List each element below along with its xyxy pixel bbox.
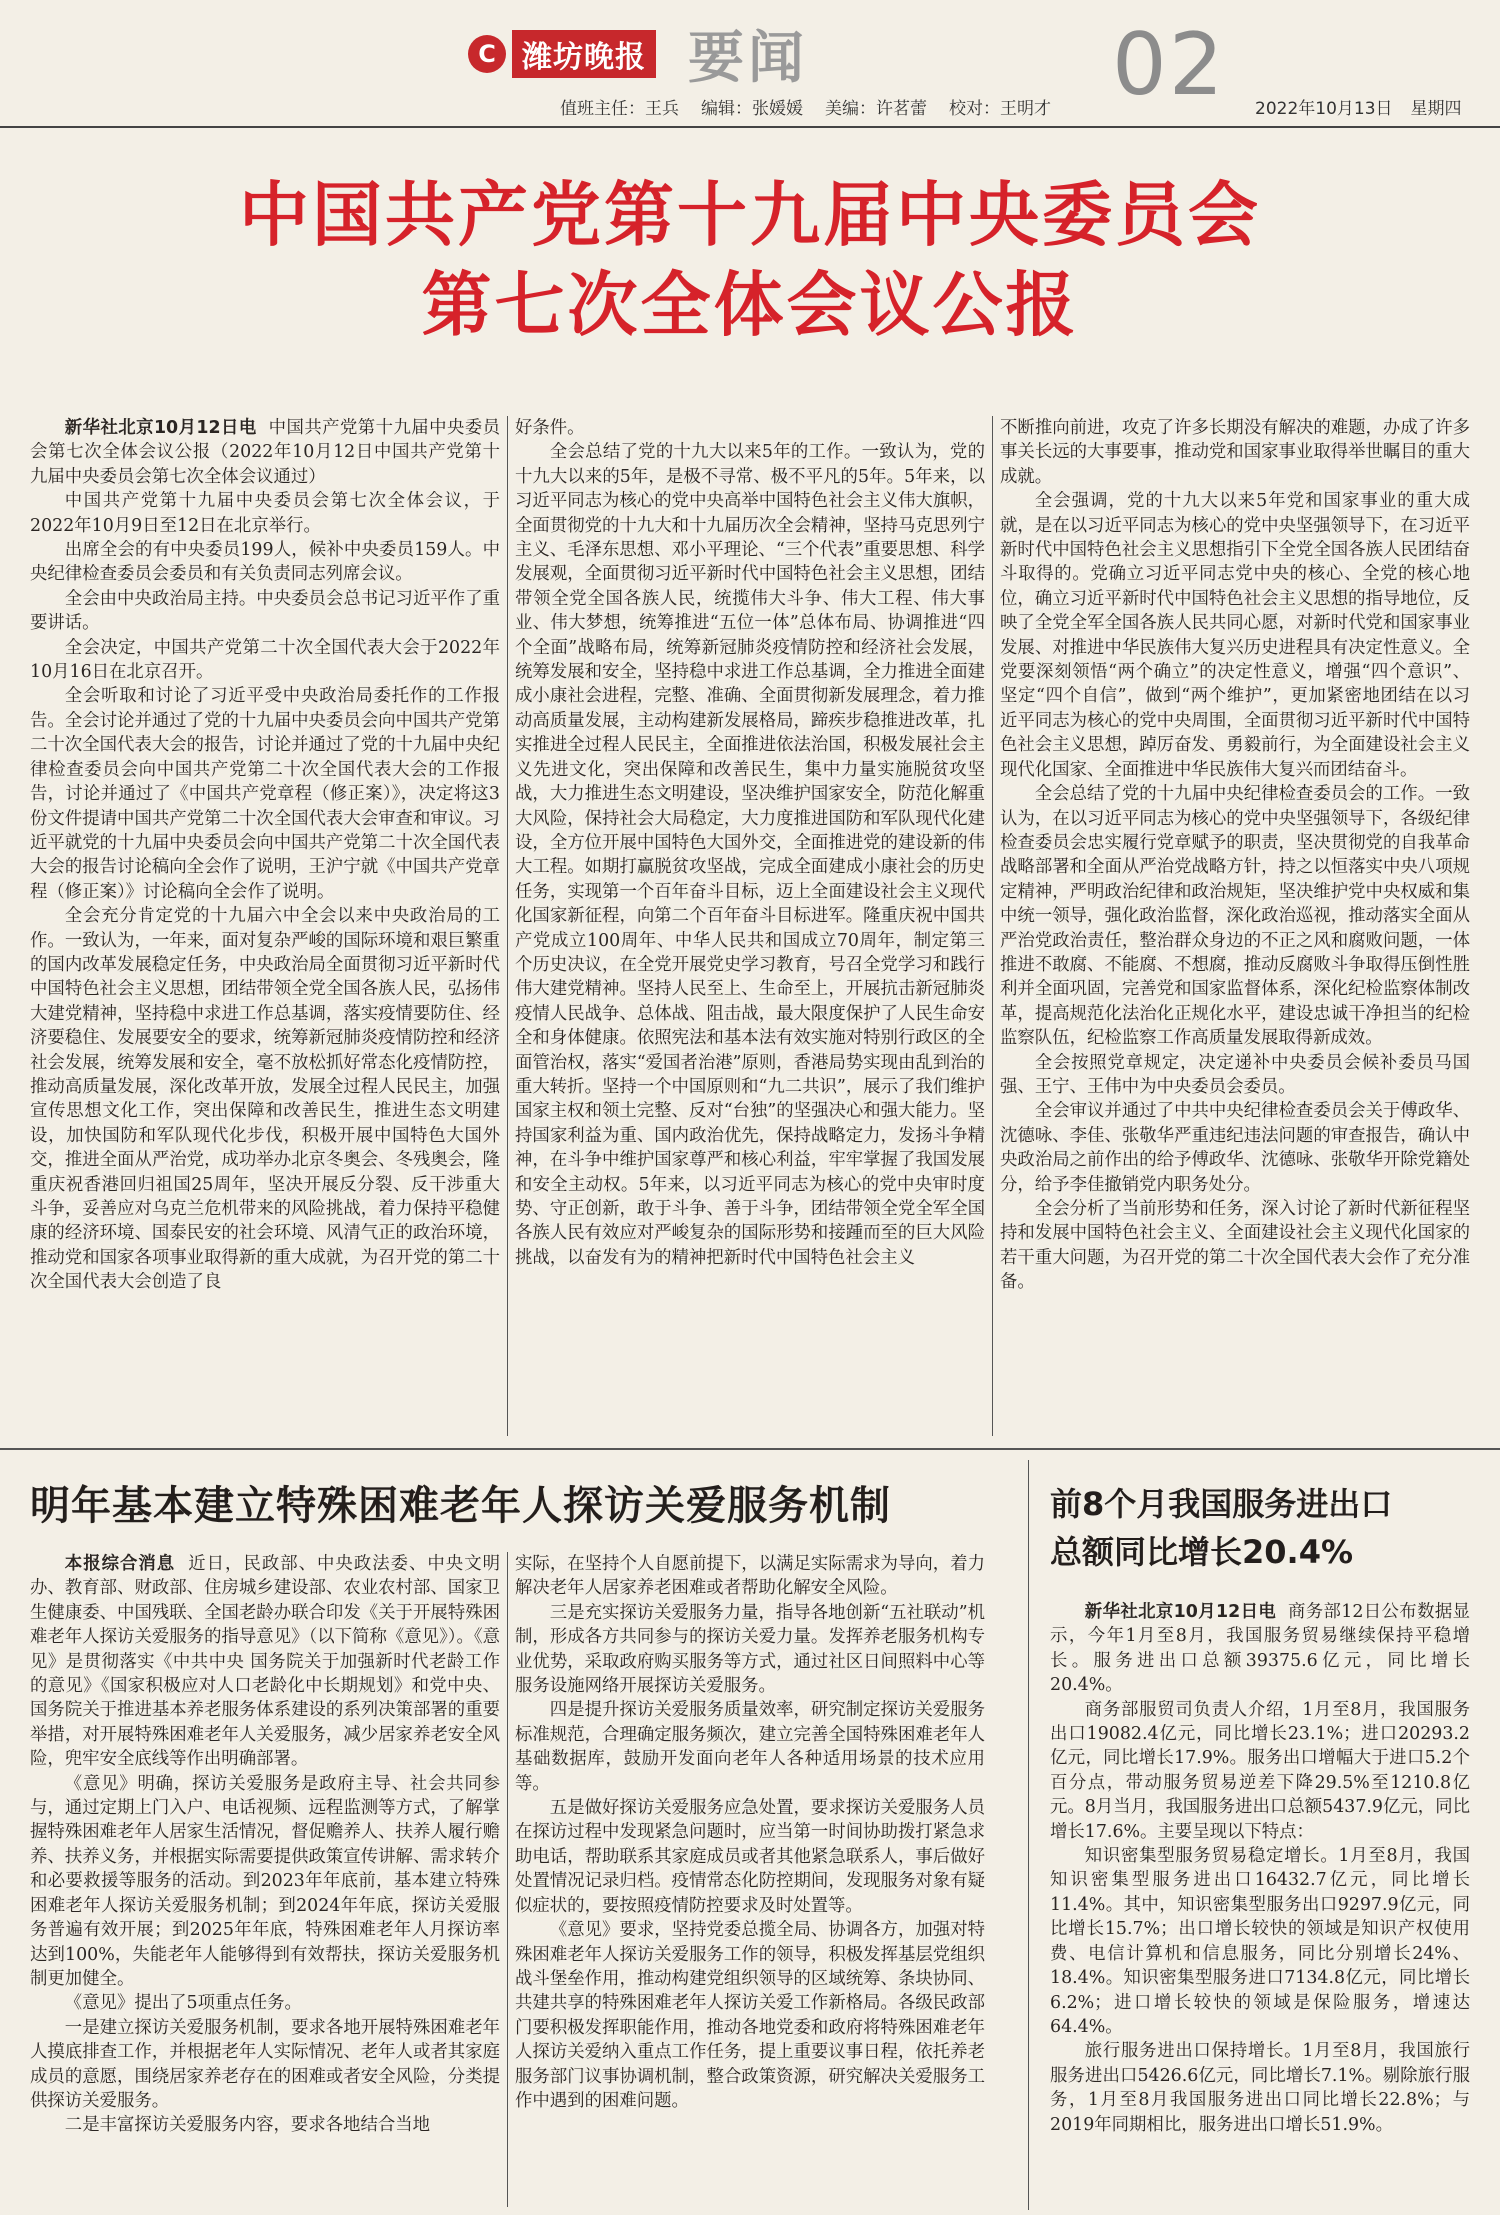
article2-dateline: 本报综合消息 xyxy=(64,1554,176,1574)
paragraph: 不断推向前进，攻克了许多长期没有解决的难题，办成了许多事关长远的大事要事，推动党和国家事业取得举世瞩目的重大成就。 xyxy=(1000,418,1470,487)
paragraph: 中国共产党第十九届中央委员会第七次全体会议公报（2022年10月12日中国共产党第十九届中央委员会第七次全体会议通过） xyxy=(30,418,500,487)
paragraph: 二是丰富探访关爱服务内容，要求各地结合当地 xyxy=(64,2115,431,2136)
main-headline-line1: 中国共产党第十九届中央委员会 xyxy=(239,174,1261,256)
masthead-rule xyxy=(0,126,1500,128)
main-article-column-2 xyxy=(515,416,985,1436)
issue-date-text: 2022年10月13日 xyxy=(1255,99,1393,119)
paragraph: 旅行服务进出口保持增长。1月至8月，我国旅行服务进出口5426.6亿元，同比增长7.1%。剔除旅行服务，1月至8月我国服务进出口同比增长22.8%；与2019年同期相比，服务进出口增长51.9%。 xyxy=(1050,2041,1470,2135)
page-number: 02 xyxy=(1112,15,1226,115)
paragraph: 一是建立探访关爱服务机制，要求各地开展特殊困难老年人摸底排查工作，并根据老年人实际情况、老年人或者其家庭成员的意愿，围绕居家养老存在的困难或者安全风险，分类提供探访关爱服务。 xyxy=(30,2017,500,2111)
main-article-dateline: 新华社北京10月12日电 xyxy=(64,418,257,438)
main-article-column-3 xyxy=(1000,416,1470,1436)
paragraph: 全会听取和讨论了习近平受中央政治局委托作的工作报告。全会讨论并通过了党的十九届中央委员会向中国共产党第二十次全国代表大会的报告，讨论并通过了党的十九届中央纪律检查委员会向中国共产党第二十次全国代表大会的工作报告，讨论并通过了《中国共产党章程（修正案）》，决定将这3份文件提请中国共产党第二十次全国代表大会审查和审议。习近平就党的十九届中央委员会向中国共产党第二十次全国代表大会的报告讨论稿向全会作了说明，王沪宁就《中国共产党章程（修正案）》讨论稿向全会作了说明。 xyxy=(30,686,500,902)
staff-credits xyxy=(560,94,1073,119)
column-divider xyxy=(507,1552,508,2207)
staff-editor: 编辑：张媛媛 xyxy=(701,99,803,119)
paragraph: 全会按照党章规定，决定递补中央委员会候补委员马国强、王宁、王伟中为中央委员会委员。 xyxy=(1000,1052,1470,1097)
paragraph: 《意见》要求，坚持党委总揽全局、协调各方，加强对特殊困难老年人探访关爱服务工作的领导，积极发挥基层党组织战斗堡垒作用，推动构建党组织领导的区域统筹、条块协同、共建共享的特殊困难老年人探访关爱工作新格局。各级民政部门要积极发挥职能作用，推动各地党委和政府将特殊困难老年人探访关爱纳入重点工作任务，提上重要议事日程，依托养老服务部门议事协调机制，整合政策资源，研究解决关爱服务工作中遇到的困难问题。 xyxy=(515,1920,985,2111)
section-title: 要闻 xyxy=(688,26,808,91)
newspaper-brand xyxy=(468,30,656,78)
paragraph: 四是提升探访关爱服务质量效率，研究制定探访关爱服务标准规范，合理确定服务频次，建立完善全国特殊困难老年人基础数据库，鼓励开发面向老年人各种适用场景的技术应用等。 xyxy=(515,1700,985,1794)
main-article-column-1 xyxy=(30,416,500,1436)
staff-proofreader: 校对：王明才 xyxy=(949,99,1051,119)
article2-column-2 xyxy=(515,1552,985,2207)
paragraph: 《意见》提出了5项重点任务。 xyxy=(64,1993,302,2014)
paragraph: 全会分析了当前形势和任务，深入讨论了新时代新征程坚持和发展中国特色社会主义、全面建设社会主义现代化国家的若干重大问题，为召开党的第二十次全国代表大会作了充分准备。 xyxy=(1000,1199,1470,1293)
paragraph: 全会总结了党的十九届中央纪律检查委员会的工作。一致认为，在以习近平同志为核心的党中央坚强领导下，各级纪律检查委员会忠实履行党章赋予的职责，坚决贯彻党的自我革命战略部署和全面从严治党战略方针，持之以恒落实中央八项规定精神，严明政治纪律和政治规矩，坚决维护党中央权威和集中统一领导，强化政治监督，深化政治巡视，推动落实全面从严治党政治责任，整治群众身边的不正之风和腐败问题，一体推进不敢腐、不能腐、不想腐，推动反腐败斗争取得压倒性胜利并全面巩固，完善党和国家监督体系，深化纪检监察体制改革，提高规范化法治化正规化水平，建设忠诚干净担当的纪检监察队伍，纪检监察工作高质量发展取得新成效。 xyxy=(1000,784,1470,1049)
article3-headline xyxy=(1050,1480,1480,1576)
article3-headline-line1: 前8个月我国服务进出口 xyxy=(1050,1485,1393,1523)
paragraph: 商务部服贸司负责人介绍，1月至8月，我国服务出口19082.4亿元，同比增长23.1%；进口20293.2亿元，同比增长17.9%。服务出口增幅大于进口5.2个百分点，带动服务贸易逆差下降29.5%至1210.8亿元。8月当月，我国服务进出口总额5437.9亿元，同比增长17.6%。主要呈现以下特点： xyxy=(1050,1699,1470,1842)
article3-column xyxy=(1050,1600,1470,2208)
paragraph: 五是做好探访关爱服务应急处置，要求探访关爱服务人员在探访过程中发现紧急问题时，应当第一时间协助拨打紧急求助电话，帮助联系其家庭成员或者其他紧急联系人，事后做好处置情况记录归档。疫情常态化防控期间，发现服务对象有疑似症状的，要按照疫情防控要求及时处置等。 xyxy=(515,1798,985,1916)
paragraph: 全会决定，中国共产党第二十次全国代表大会于2022年10月16日在北京召开。 xyxy=(30,637,500,683)
issue-weekday: 星期四 xyxy=(1410,99,1462,119)
newspaper-name: 潍坊晚报 xyxy=(512,30,656,78)
column-divider xyxy=(1028,1460,1029,2210)
newspaper-logo-icon: C xyxy=(468,35,506,73)
paragraph: 全会总结了党的十九大以来5年的工作。一致认为，党的十九大以来的5年，是极不寻常、极不平凡的5年。5年来，以习近平同志为核心的党中央高举中国特色社会主义伟大旗帜，全面贯彻党的十九大和十九届历次全会精神，坚持马克思列宁主义、毛泽东思想、邓小平理论、“三个代表”重要思想、科学发展观，全面贯彻习近平新时代中国特色社会主义思想，团结带领全党全国各族人民，统揽伟大斗争、伟大工程、伟大事业、伟大梦想，统筹推进“五位一体”总体布局、协调推进“四个全面”战略布局，统筹新冠肺炎疫情防控和经济社会发展，统筹发展和安全，坚持稳中求进工作总基调，全力推进全面建成小康社会进程，完整、准确、全面贯彻新发展理念，着力推动高质量发展，主动构建新发展格局，蹄疾步稳推进改革，扎实推进全过程人民民主，全面推进依法治国，积极发展社会主义先进文化，突出保障和改善民生，集中力量实施脱贫攻坚战，大力推进生态文明建设，坚决维护国家安全，防范化解重大风险，保持社会大局稳定，大力度推进国防和军队现代化建设，全方位开展中国特色大国外交，全面推进党的建设新的伟大工程。如期打赢脱贫攻坚战，完成全面建成小康社会的历史任务，实现第一个百年奋斗目标，迈上全面建设社会主义现代化国家新征程，向第二个百年奋斗目标进军。隆重庆祝中国共产党成立100周年、中华人民共和国成立70周年，制定第三个历史决议，在全党开展党史学习教育，号召全党学习和践行伟大建党精神。坚持人民至上、生命至上，开展抗击新冠肺炎疫情人民战争、总体战、阻击战，最大限度保护了人民生命安全和身体健康。依照宪法和基本法有效实施对特别行政区的全面管治权，落实“爱国者治港”原则，香港局势实现由乱到治的重大转折。坚持一个中国原则和“九二共识”，展示了我们维护国家主权和领土完整、反对“台独”的坚强决心和强大能力。坚持国家利益为重、国内政治优先，保持战略定力，发扬斗争精神，在斗争中维护国家尊严和核心利益，牢牢掌握了我国发展和安全主动权。5年来，以习近平同志为核心的党中央审时度势、守正创新，敢于斗争、善于斗争，团结带领全党全军全国各族人民有效应对严峻复杂的国际形势和接踵而至的巨大风险挑战，以奋发有为的精神把新时代中国特色社会主义 xyxy=(515,442,985,1268)
article3-headline-line2: 总额同比增长20.4% xyxy=(1050,1533,1354,1571)
paragraph: 出席全会的有中央委员199人，候补中央委员159人。中央纪律检查委员会委员和有关负责同志列席会议。 xyxy=(30,540,500,585)
paragraph: 商务部12日公布数据显示，今年1月至8月，我国服务贸易继续保持平稳增长。服务进出口总额39375.6亿元，同比增长20.4%。 xyxy=(1050,1602,1470,1696)
issue-date xyxy=(1255,94,1480,119)
main-headline-line2: 第七次全体会议公报 xyxy=(421,264,1079,346)
section-divider xyxy=(0,1448,1500,1450)
paragraph: 中国共产党第十九届中央委员会第七次全体会议，于2022年10月9日至12日在北京举行。 xyxy=(30,491,500,536)
paragraph: 《意见》明确，探访关爱服务是政府主导、社会共同参与，通过定期上门入户、电话视频、远程监测等方式，了解掌握特殊困难老年人居家生活情况，督促赡养人、扶养人履行赡养、扶养义务，并根据实际需要提供政策宣传讲解、需求转介和必要救援等服务的活动。到2023年年底前，基本建立特殊困难老年人探访关爱服务机制；到2024年年底，探访关爱服务普遍有效开展；到2025年年底，特殊困难老年人月探访率达到100%，失能老年人能够得到有效帮扶，探访关爱服务机制更加健全。 xyxy=(30,1773,500,1989)
column-divider xyxy=(507,416,508,1436)
paragraph: 全会充分肯定党的十九届六中全会以来中央政治局的工作。一致认为，一年来，面对复杂严峻的国际环境和艰巨繁重的国内改革发展稳定任务，中央政治局全面贯彻习近平新时代中国特色社会主义思想，团结带领全党全国各族人民，弘扬伟大建党精神，坚持稳中求进工作总基调，落实疫情要防住、经济要稳住、发展要安全的要求，统筹新冠肺炎疫情防控和经济社会发展，统筹发展和安全，毫不放松抓好常态化疫情防控，推动高质量发展，深化改革开放，发展全过程人民民主，加强宣传思想文化工作，突出保障和改善民生，推进生态文明建设，加快国防和军队现代化步伐，积极开展中国特色大国外交，推进全面从严治党，成功举办北京冬奥会、冬残奥会，隆重庆祝香港回归祖国25周年，坚决开展反分裂、反干涉重大斗争，妥善应对乌克兰危机带来的风险挑战，着力保持平稳健康的经济环境、国泰民安的社会环境、风清气正的政治环境，推动党和国家各项事业取得新的重大成就，为召开党的第二十次全国代表大会创造了良 xyxy=(30,906,500,1293)
paragraph: 全会强调，党的十九大以来5年党和国家事业的重大成就，是在以习近平同志为核心的党中央坚强领导下，在习近平新时代中国特色社会主义思想指引下全党全国各族人民团结奋斗取得的。党确立习近平同志党中央的核心、全党的核心地位，确立习近平新时代中国特色社会主义思想的指导地位，反映了全党全军全国各族人民共同心愿，对新时代党和国家事业发展、对推进中华民族伟大复兴历史进程具有决定性意义。全党要深刻领悟“两个确立”的决定性意义，增强“四个意识”、坚定“四个自信”，做到“两个维护”，更加紧密地团结在以习近平同志为核心的党中央周围，全面贯彻习近平新时代中国特色社会主义思想，踔厉奋发、勇毅前行，为全面建设社会主义现代化国家、全面推进中华民族伟大复兴而团结奋斗。 xyxy=(1000,491,1470,780)
masthead xyxy=(0,0,1500,125)
paragraph: 近日，民政部、中央政法委、中央文明办、教育部、财政部、住房城乡建设部、农业农村部、国家卫生健康委、中国残联、全国老龄办联合印发《关于开展特殊困难老年人探访关爱服务的指导意见》（以下简称《意见》）。《意见》是贯彻落实《中共中央 国务院关于加强新时代老龄工作的意见》《国家积极应对人口老龄化中长期规划》和党中央、国务院关于推进基本养老服务体系建设的系列决策部署的重要举措，对开展特殊困难老年人关爱服务，减少居家养老安全风险，兜牢安全底线等作出明确部署。 xyxy=(30,1554,500,1770)
paragraph: 知识密集型服务贸易稳定增长。1月至8月，我国知识密集型服务进出口16432.7亿元，同比增长11.4%。其中，知识密集型服务出口9297.9亿元，同比增长15.7%；出口增长较快的领域是知识产权使用费、电信计算机和信息服务，同比分别增长24%、18.4%。知识密集型服务进口7134.8亿元，同比增长6.2%；进口增长较快的领域是保险服务，增速达64.4%。 xyxy=(1050,1846,1470,2037)
article2-headline: 明年基本建立特殊困难老年人探访关爱服务机制 xyxy=(30,1483,891,1529)
article3-dateline: 新华社北京10月12日电 xyxy=(1084,1602,1277,1622)
paragraph: 实际，在坚持个人自愿前提下，以满足实际需求为导向，着力解决老年人居家养老困难或者帮助化解安全风险。 xyxy=(515,1554,985,1599)
staff-designer: 美编：许茗蕾 xyxy=(825,99,927,119)
column-divider xyxy=(992,416,993,1436)
paragraph: 全会审议并通过了中共中央纪律检查委员会关于傅政华、沈德咏、李佳、张敬华严重违纪违法问题的审查报告，确认中央政治局之前作出的给予傅政华、沈德咏、张敬华开除党籍处分，给予李佳撤销党内职务处分。 xyxy=(1000,1101,1470,1195)
paragraph: 好条件。 xyxy=(515,418,585,438)
paragraph: 全会由中央政治局主持。中央委员会总书记习近平作了重要讲话。 xyxy=(30,588,500,634)
article2-column-1 xyxy=(30,1552,500,2207)
staff-duty-editor: 值班主任：王兵 xyxy=(560,99,679,119)
paragraph: 三是充实探访关爱服务力量，指导各地创新“五社联动”机制，形成各方共同参与的探访关爱力量。发挥养老服务机构专业优势，采取政府购买服务等方式，通过社区日间照料中心等服务设施网络开展探访关爱服务。 xyxy=(515,1602,985,1697)
